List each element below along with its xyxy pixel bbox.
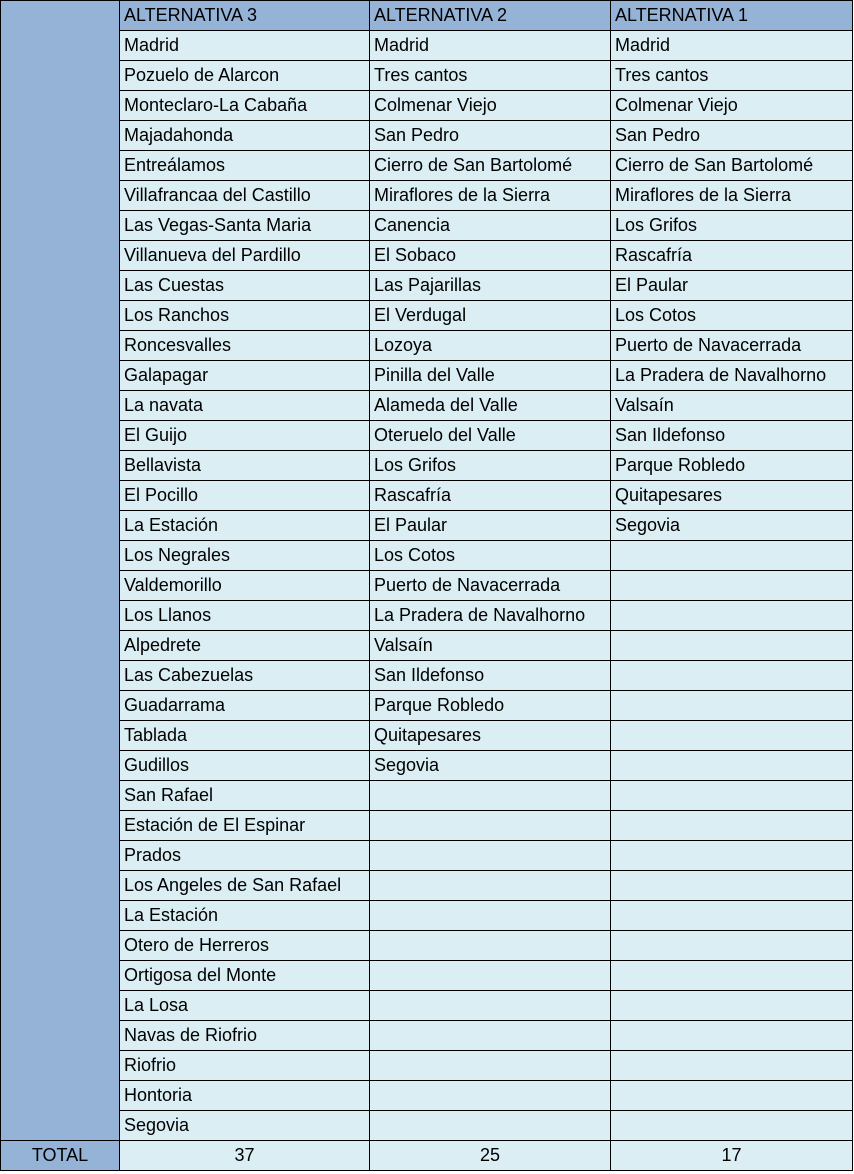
cell-alt1 xyxy=(611,691,853,721)
row-side-cell xyxy=(1,781,120,811)
table-row xyxy=(1,211,853,241)
cell-alt2 xyxy=(370,1021,611,1051)
table-row xyxy=(1,871,853,901)
row-side-cell xyxy=(1,541,120,571)
row-side-cell xyxy=(1,931,120,961)
row-side-cell xyxy=(1,1111,120,1141)
cell-alt2: Segovia xyxy=(370,751,611,781)
row-side-cell xyxy=(1,721,120,751)
table-row xyxy=(1,421,853,451)
header-row xyxy=(1,1,853,31)
cell-alt2: Alameda del Valle xyxy=(370,391,611,421)
cell-alt1 xyxy=(611,751,853,781)
cell-alt1: Puerto de Navacerrada xyxy=(611,331,853,361)
table-row xyxy=(1,901,853,931)
cell-alt2: Los Grifos xyxy=(370,451,611,481)
cell-alt1 xyxy=(611,991,853,1021)
cell-alt1: Quitapesares xyxy=(611,481,853,511)
table-row xyxy=(1,1051,853,1081)
cell-alt2: Miraflores de la Sierra xyxy=(370,181,611,211)
cell-alt3: Ortigosa del Monte xyxy=(120,961,370,991)
table-row xyxy=(1,1021,853,1051)
cell-alt1 xyxy=(611,901,853,931)
cell-alt2: San Pedro xyxy=(370,121,611,151)
cell-alt2: Canencia xyxy=(370,211,611,241)
cell-alt2: El Sobaco xyxy=(370,241,611,271)
row-side-cell xyxy=(1,481,120,511)
table-row xyxy=(1,601,853,631)
cell-alt2: Parque Robledo xyxy=(370,691,611,721)
row-side-cell xyxy=(1,901,120,931)
cell-alt1: Los Grifos xyxy=(611,211,853,241)
cell-alt3: Roncesvalles xyxy=(120,331,370,361)
table-row xyxy=(1,571,853,601)
cell-alt2 xyxy=(370,871,611,901)
cell-alt1 xyxy=(611,541,853,571)
cell-alt2 xyxy=(370,781,611,811)
cell-alt3: Bellavista xyxy=(120,451,370,481)
cell-alt2: Las Pajarillas xyxy=(370,271,611,301)
table-row xyxy=(1,301,853,331)
row-side-cell xyxy=(1,661,120,691)
cell-alt3: Villanueva del Pardillo xyxy=(120,241,370,271)
cell-alt3: Gudillos xyxy=(120,751,370,781)
table-row xyxy=(1,91,853,121)
row-side-cell xyxy=(1,151,120,181)
cell-alt2: El Paular xyxy=(370,511,611,541)
cell-alt2: Oteruelo del Valle xyxy=(370,421,611,451)
cell-alt2: Colmenar Viejo xyxy=(370,91,611,121)
cell-alt3: Madrid xyxy=(120,31,370,61)
row-side-cell xyxy=(1,31,120,61)
table-row xyxy=(1,931,853,961)
cell-alt3: Las Vegas-Santa Maria xyxy=(120,211,370,241)
cell-alt3: Los Negrales xyxy=(120,541,370,571)
table-row xyxy=(1,151,853,181)
cell-alt1 xyxy=(611,931,853,961)
cell-alt3: Las Cuestas xyxy=(120,271,370,301)
table-row xyxy=(1,541,853,571)
cell-alt1: Cierro de San Bartolomé xyxy=(611,151,853,181)
cell-alt3: Navas de Riofrio xyxy=(120,1021,370,1051)
corner-cell xyxy=(1,1,120,31)
cell-alt3: Alpedrete xyxy=(120,631,370,661)
cell-alt2: La Pradera de Navalhorno xyxy=(370,601,611,631)
cell-alt3: Pozuelo de Alarcon xyxy=(120,61,370,91)
table-row xyxy=(1,781,853,811)
row-side-cell xyxy=(1,811,120,841)
header-alternativa-1: ALTERNATIVA 1 xyxy=(611,1,853,31)
row-side-cell xyxy=(1,631,120,661)
cell-alt2: Quitapesares xyxy=(370,721,611,751)
row-side-cell xyxy=(1,61,120,91)
cell-alt2 xyxy=(370,991,611,1021)
row-side-cell xyxy=(1,331,120,361)
table-row xyxy=(1,1111,853,1141)
cell-alt1 xyxy=(611,811,853,841)
table-row xyxy=(1,1081,853,1111)
row-side-cell xyxy=(1,301,120,331)
table-row xyxy=(1,181,853,211)
table-row xyxy=(1,451,853,481)
row-side-cell xyxy=(1,571,120,601)
cell-alt2: Lozoya xyxy=(370,331,611,361)
cell-alt3: La Estación xyxy=(120,901,370,931)
cell-alt3: Guadarrama xyxy=(120,691,370,721)
row-side-cell xyxy=(1,961,120,991)
row-side-cell xyxy=(1,451,120,481)
table-row xyxy=(1,661,853,691)
cell-alt2: Rascafría xyxy=(370,481,611,511)
cell-alt1 xyxy=(611,571,853,601)
table-row xyxy=(1,631,853,661)
cell-alt2 xyxy=(370,901,611,931)
cell-alt1 xyxy=(611,871,853,901)
table-row xyxy=(1,31,853,61)
total-alt3: 37 xyxy=(120,1141,370,1171)
cell-alt1 xyxy=(611,601,853,631)
table-row xyxy=(1,841,853,871)
cell-alt1 xyxy=(611,1111,853,1141)
cell-alt1 xyxy=(611,1081,853,1111)
row-side-cell xyxy=(1,181,120,211)
cell-alt2 xyxy=(370,841,611,871)
cell-alt3: San Rafael xyxy=(120,781,370,811)
table-row xyxy=(1,391,853,421)
cell-alt3: Hontoria xyxy=(120,1081,370,1111)
cell-alt1 xyxy=(611,1021,853,1051)
cell-alt3: El Guijo xyxy=(120,421,370,451)
cell-alt2 xyxy=(370,931,611,961)
table-row xyxy=(1,331,853,361)
cell-alt1: San Pedro xyxy=(611,121,853,151)
cell-alt3: Majadahonda xyxy=(120,121,370,151)
table-row xyxy=(1,511,853,541)
cell-alt3: Valdemorillo xyxy=(120,571,370,601)
row-side-cell xyxy=(1,601,120,631)
header-alternativa-2: ALTERNATIVA 2 xyxy=(370,1,611,31)
table-row xyxy=(1,721,853,751)
cell-alt1: Madrid xyxy=(611,31,853,61)
cell-alt3: Los Angeles de San Rafael xyxy=(120,871,370,901)
row-side-cell xyxy=(1,511,120,541)
table-row xyxy=(1,751,853,781)
cell-alt2: Valsaín xyxy=(370,631,611,661)
cell-alt3: Galapagar xyxy=(120,361,370,391)
row-side-cell xyxy=(1,121,120,151)
cell-alt2: Pinilla del Valle xyxy=(370,361,611,391)
cell-alt3: La Estación xyxy=(120,511,370,541)
table-row xyxy=(1,61,853,91)
table-row xyxy=(1,361,853,391)
cell-alt1 xyxy=(611,961,853,991)
cell-alt2: Puerto de Navacerrada xyxy=(370,571,611,601)
cell-alt1: Valsaín xyxy=(611,391,853,421)
cell-alt2: Madrid xyxy=(370,31,611,61)
cell-alt3: La navata xyxy=(120,391,370,421)
table-row xyxy=(1,691,853,721)
total-alt1: 17 xyxy=(611,1141,853,1171)
cell-alt1 xyxy=(611,661,853,691)
cell-alt3: Villafrancaa del Castillo xyxy=(120,181,370,211)
cell-alt1 xyxy=(611,781,853,811)
table-row xyxy=(1,811,853,841)
row-side-cell xyxy=(1,391,120,421)
cell-alt1 xyxy=(611,631,853,661)
cell-alt1: Parque Robledo xyxy=(611,451,853,481)
cell-alt1: Rascafría xyxy=(611,241,853,271)
row-side-cell xyxy=(1,271,120,301)
row-side-cell xyxy=(1,91,120,121)
cell-alt3: Segovia xyxy=(120,1111,370,1141)
cell-alt2: San Ildefonso xyxy=(370,661,611,691)
table-row xyxy=(1,271,853,301)
cell-alt2: Los Cotos xyxy=(370,541,611,571)
row-side-cell xyxy=(1,751,120,781)
cell-alt2 xyxy=(370,1081,611,1111)
cell-alt3: Los Ranchos xyxy=(120,301,370,331)
cell-alt2: El Verdugal xyxy=(370,301,611,331)
cell-alt1: La Pradera de Navalhorno xyxy=(611,361,853,391)
cell-alt3: Otero de Herreros xyxy=(120,931,370,961)
cell-alt3: Entreálamos xyxy=(120,151,370,181)
row-side-cell xyxy=(1,871,120,901)
cell-alt3: Los Llanos xyxy=(120,601,370,631)
cell-alt3: Estación de El Espinar xyxy=(120,811,370,841)
cell-alt3: Prados xyxy=(120,841,370,871)
cell-alt3: Las Cabezuelas xyxy=(120,661,370,691)
cell-alt1 xyxy=(611,1051,853,1081)
cell-alt1: Colmenar Viejo xyxy=(611,91,853,121)
row-side-cell xyxy=(1,361,120,391)
row-side-cell xyxy=(1,241,120,271)
row-side-cell xyxy=(1,1081,120,1111)
cell-alt3: Riofrio xyxy=(120,1051,370,1081)
row-side-cell xyxy=(1,691,120,721)
cell-alt3: La Losa xyxy=(120,991,370,1021)
cell-alt2: Tres cantos xyxy=(370,61,611,91)
row-side-cell xyxy=(1,1051,120,1081)
cell-alt2 xyxy=(370,811,611,841)
cell-alt2 xyxy=(370,961,611,991)
table-row xyxy=(1,121,853,151)
cell-alt2 xyxy=(370,1111,611,1141)
row-side-cell xyxy=(1,841,120,871)
cell-alt1: El Paular xyxy=(611,271,853,301)
table-row xyxy=(1,961,853,991)
total-row xyxy=(1,1141,853,1171)
header-alternativa-3: ALTERNATIVA 3 xyxy=(120,1,370,31)
row-side-cell xyxy=(1,1021,120,1051)
row-side-cell xyxy=(1,211,120,241)
total-alt2: 25 xyxy=(370,1141,611,1171)
table-row xyxy=(1,481,853,511)
row-side-cell xyxy=(1,421,120,451)
cell-alt1: Tres cantos xyxy=(611,61,853,91)
cell-alt1: Miraflores de la Sierra xyxy=(611,181,853,211)
cell-alt2 xyxy=(370,1051,611,1081)
row-side-cell xyxy=(1,991,120,1021)
total-label: TOTAL xyxy=(1,1141,120,1171)
cell-alt3: Monteclaro-La Cabaña xyxy=(120,91,370,121)
cell-alt3: El Pocillo xyxy=(120,481,370,511)
cell-alt2: Cierro de San Bartolomé xyxy=(370,151,611,181)
cell-alt1 xyxy=(611,841,853,871)
cell-alt1: Segovia xyxy=(611,511,853,541)
cell-alt1: Los Cotos xyxy=(611,301,853,331)
cell-alt3: Tablada xyxy=(120,721,370,751)
table-row xyxy=(1,241,853,271)
cell-alt1: San Ildefonso xyxy=(611,421,853,451)
table-row xyxy=(1,991,853,1021)
cell-alt1 xyxy=(611,721,853,751)
